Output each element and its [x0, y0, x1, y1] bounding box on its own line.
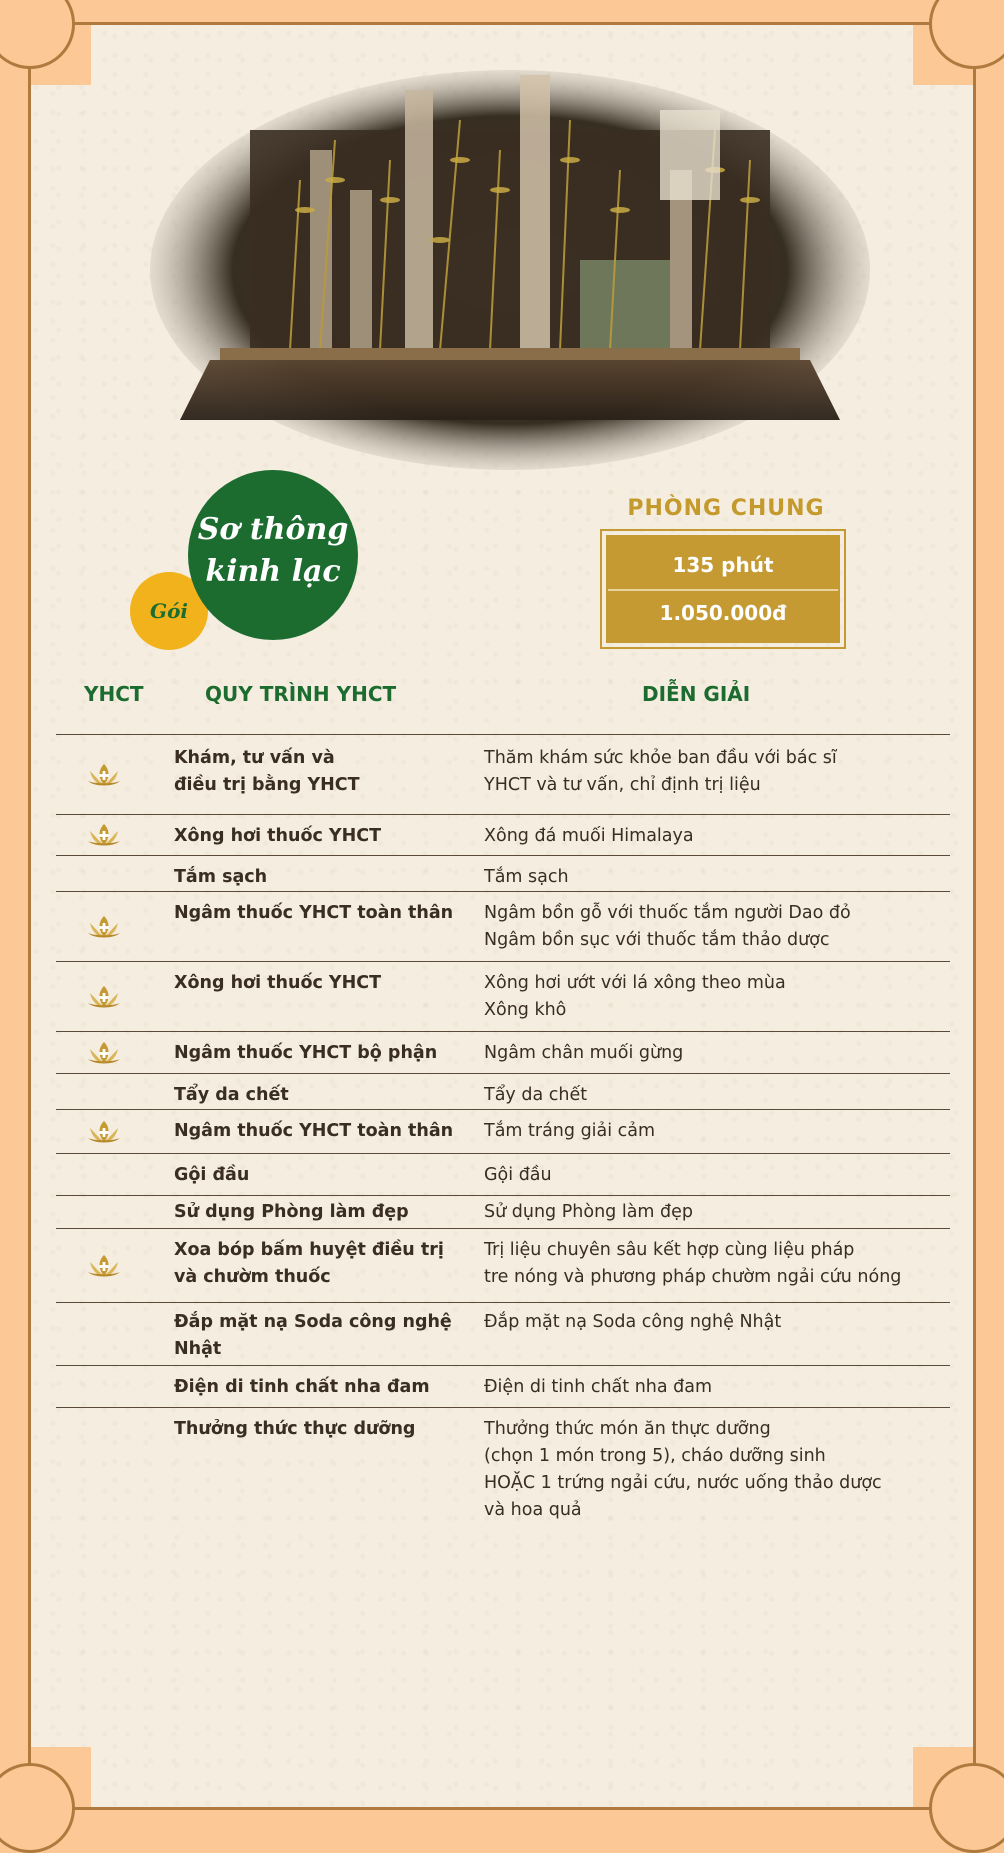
- procedure-name-line: Tẩy da chết: [174, 1085, 289, 1105]
- procedure-name-line: Thưởng thức thực dưỡng: [174, 1419, 416, 1439]
- procedure-description-line: Ngâm bồn gỗ với thuốc tắm người Dao đỏ: [484, 903, 851, 923]
- procedure-description-line: Tắm tráng giải cảm: [484, 1121, 656, 1141]
- procedure-description-line: và hoa quả: [484, 1500, 582, 1520]
- procedure-name: [174, 1309, 474, 1363]
- table-row: [56, 891, 950, 961]
- procedure-name-line: Khám, tư vấn và: [174, 748, 335, 768]
- procedure-name-line: Tắm sạch: [174, 867, 268, 887]
- procedure-description-line: Xông đá muối Himalaya: [484, 826, 694, 846]
- package-badge: Gói: [130, 572, 208, 650]
- package-logo: [188, 470, 358, 640]
- procedure-name-line: và chườm thuốc: [174, 1267, 331, 1287]
- procedure-name-line: Gội đầu: [174, 1165, 250, 1185]
- procedure-description-line: Điện di tinh chất nha đam: [484, 1377, 713, 1397]
- lotus-icon: [86, 1118, 122, 1146]
- procedure-description-line: Tẩy da chết: [484, 1085, 588, 1105]
- procedure-description-line: Xông hơi ướt với lá xông theo mùa: [484, 973, 786, 993]
- table-row: [56, 1302, 950, 1365]
- procedure-description-line: (chọn 1 món trong 5), cháo dưỡng sinh: [484, 1446, 826, 1466]
- procedure-name: [174, 864, 474, 891]
- procedure-description-line: Thăm khám sức khỏe ban đầu với bác sĩ: [484, 748, 837, 768]
- table-row: [56, 1365, 950, 1407]
- price-box: [606, 535, 840, 643]
- package-name-line1: Sơ thông: [197, 512, 349, 547]
- procedure-name: [174, 1118, 474, 1145]
- procedure-name-line: Xoa bóp bấm huyệt điều trị: [174, 1240, 444, 1260]
- table-row: [56, 1195, 950, 1228]
- procedure-description: [484, 1374, 954, 1401]
- procedure-name: [174, 745, 474, 799]
- table-row: [56, 1109, 950, 1153]
- procedure-name: [174, 900, 474, 927]
- lotus-icon: [86, 821, 122, 849]
- procedure-name: [174, 1162, 474, 1189]
- table-row: [56, 1073, 950, 1109]
- duration-value: 135 phút: [672, 553, 774, 577]
- package-name-line2: kinh lạc: [205, 554, 341, 589]
- procedure-name-line: Điện di tinh chất nha đam: [174, 1377, 430, 1397]
- procedure-description-line: Gội đầu: [484, 1165, 552, 1185]
- header-procedure: QUY TRÌNH YHCT: [205, 682, 397, 706]
- procedure-name: [174, 1374, 474, 1401]
- procedure-name: [174, 970, 474, 997]
- table-row: [56, 855, 950, 891]
- price-divider: [608, 589, 838, 591]
- lotus-icon: [86, 761, 122, 789]
- procedure-name-line: Ngâm thuốc YHCT toàn thân: [174, 903, 454, 923]
- procedure-description: [484, 1162, 954, 1189]
- procedure-description-line: Trị liệu chuyên sâu kết hợp cùng liệu pháp: [484, 1240, 855, 1260]
- procedure-name: [174, 1082, 474, 1109]
- header-explanation: DIỄN GIẢI: [642, 682, 751, 706]
- procedure-description-line: Sử dụng Phòng làm đẹp: [484, 1202, 694, 1222]
- procedure-description: [484, 745, 954, 799]
- room-title: PHÒNG CHUNG: [627, 496, 825, 521]
- procedure-description: [484, 900, 954, 954]
- procedure-description: [484, 1237, 954, 1291]
- procedure-description-line: tre nóng và phương pháp chườm ngải cứu nóng: [484, 1267, 902, 1287]
- procedure-name-line: Xông hơi thuốc YHCT: [174, 973, 382, 993]
- procedure-name-line: Nhật: [174, 1339, 222, 1359]
- header-yhct: YHCT: [84, 682, 144, 706]
- procedure-description-line: Ngâm bồn sục với thuốc tắm thảo dược: [484, 930, 830, 950]
- lotus-icon: [86, 983, 122, 1011]
- procedure-description-line: Ngâm chân muối gừng: [484, 1043, 684, 1063]
- procedure-description-line: Xông khô: [484, 1000, 567, 1020]
- procedure-name-line: Ngâm thuốc YHCT bộ phận: [174, 1043, 438, 1063]
- procedure-description: [484, 823, 954, 850]
- procedure-description: [484, 1309, 954, 1336]
- procedure-description: [484, 1082, 954, 1109]
- procedure-description: [484, 1416, 954, 1524]
- procedure-description-line: HOẶC 1 trứng ngải cứu, nước uống thảo dược: [484, 1473, 882, 1493]
- procedure-description: [484, 970, 954, 1024]
- procedure-description-line: Thưởng thức món ăn thực dưỡng: [484, 1419, 771, 1439]
- procedure-description: [484, 864, 954, 891]
- procedure-name: [174, 1199, 474, 1226]
- table-row: [56, 1228, 950, 1302]
- table-row: [56, 814, 950, 855]
- procedure-description: [484, 1040, 954, 1067]
- table-row: [56, 1153, 950, 1195]
- table-row: [56, 1407, 950, 1527]
- lotus-icon: [86, 1039, 122, 1067]
- procedure-name: [174, 1237, 474, 1291]
- procedure-name: [174, 823, 474, 850]
- lotus-icon: [86, 913, 122, 941]
- procedure-description-line: YHCT và tư vấn, chỉ định trị liệu: [484, 775, 761, 795]
- table-row: [56, 734, 950, 814]
- procedure-name: [174, 1416, 474, 1443]
- procedure-name: [174, 1040, 474, 1067]
- lotus-icon: [86, 1252, 122, 1280]
- spa-pool-photo: [140, 60, 880, 480]
- procedure-name-line: Ngâm thuốc YHCT toàn thân: [174, 1121, 454, 1141]
- procedure-description-line: Tắm sạch: [484, 867, 569, 887]
- procedure-description-line: Đắp mặt nạ Soda công nghệ Nhật: [484, 1312, 782, 1332]
- procedure-name-line: Đắp mặt nạ Soda công nghệ: [174, 1312, 452, 1332]
- price-value: 1.050.000đ: [659, 601, 787, 625]
- procedure-description: [484, 1118, 954, 1145]
- procedure-name-line: Xông hơi thuốc YHCT: [174, 826, 382, 846]
- procedure-table: [56, 734, 950, 1527]
- table-row: [56, 1031, 950, 1073]
- procedure-description: [484, 1199, 954, 1226]
- procedure-name-line: điều trị bằng YHCT: [174, 775, 360, 795]
- table-row: [56, 961, 950, 1031]
- procedure-name-line: Sử dụng Phòng làm đẹp: [174, 1202, 409, 1222]
